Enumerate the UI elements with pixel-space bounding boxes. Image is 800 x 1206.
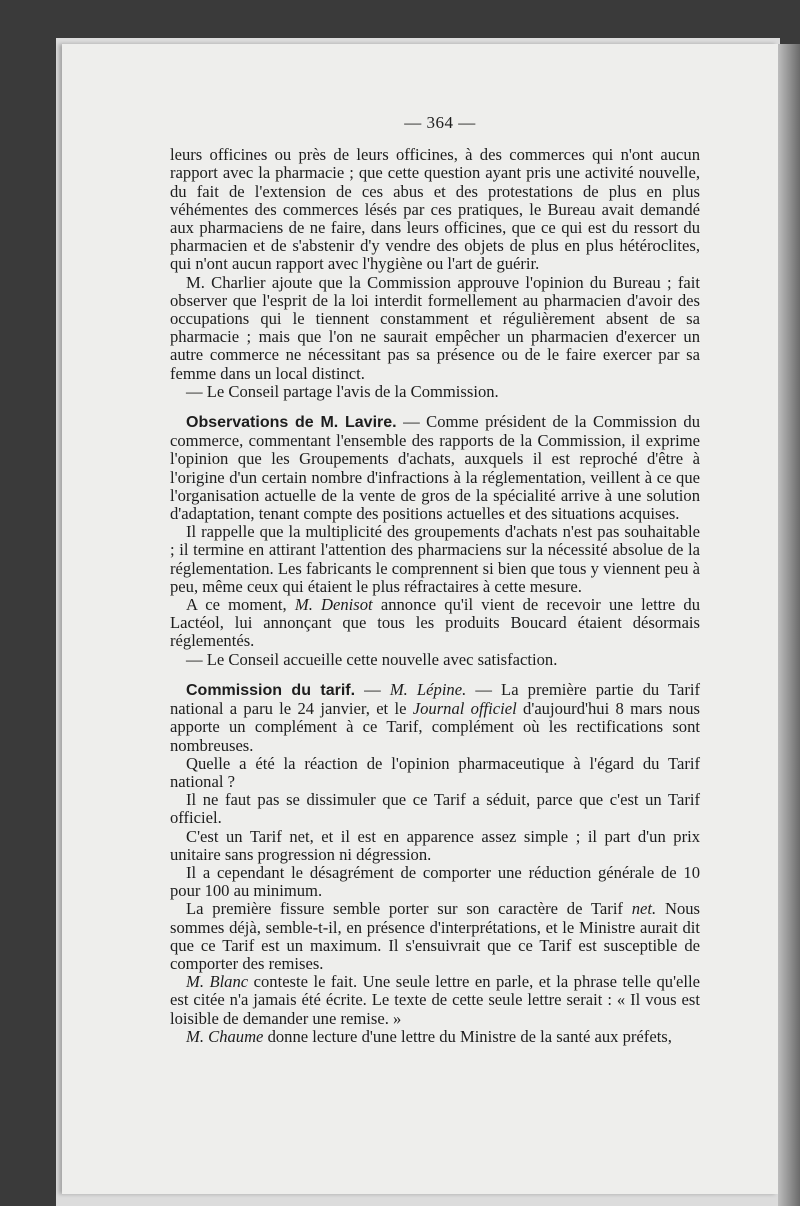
paragraph-1: leurs officines ou près de leurs officines, à des commerces qui n'ont aucun rapport avec la pharmacie ; que cette question ayant pris une activité nouvelle, du fait de l'extension de ces abus et des protestations de plus en plus véhémentes des commerces lésés par ces pratiques, le Bureau avait demandé aux pharmaciens de ne faire, dans leurs officines, que ce qui est du ressort du pharmacien et de s'abstenir d'y vendre des objets de plus en plus hétéroclites, qui n'ont aucun rapport avec l'hygiène ou l'art de guérir. [170,145,700,274]
section-heading-lavire: Observations de M. Lavire. [186,414,397,432]
page-content [170,114,700,1046]
section-heading-tarif: Commission du tarif. [186,681,356,699]
denisot-text-b: annonce qu'il vient de recevoir une lettre du Lactéol, lui annonçant que tous les produits Boucard étaient désormais réglementés. [170,595,701,651]
tarif-text-c: d'aujourd'hui 8 mars nous apporte un complément à ce Tarif, complément où les rectifications sont nombreuses. [170,699,700,755]
paragraph-reduction: Il a cependant le désagrément de comporter une réduction générale de 10 pour 100 au minimum. [170,862,700,901]
paragraph-tarif-net: C'est un Tarif net, et il est en apparence assez simple ; il part d'un prix unitaire sans progression ni dégression. [170,826,700,864]
paragraph-conseil-2: — Le Conseil accueille cette nouvelle avec satisfaction. [186,649,558,669]
page-number: — 364 — [404,113,476,132]
fissure-text-a: La première fissure semble porter sur son caractère de Tarif [186,899,632,919]
chaume-name: M. Chaume [186,1026,264,1046]
blanc-name: M. Blanc [186,972,249,992]
section-commission-tarif [170,681,700,755]
paragraph-seduit: Il ne faut pas se dissimuler que ce Tarif a séduit, parce que c'est un Tarif officiel. [170,790,700,828]
journal-officiel: Journal officiel [412,699,517,719]
tarif-text-b: — La première partie du Tarif national a paru le 24 janvier, et le [170,679,701,719]
paragraph-chaume [170,1028,700,1046]
paragraph-reaction: Quelle a été la réaction de l'opinion pharmaceutique à l'égard du Tarif national ? [170,753,700,791]
fissure-text-b: Nous sommes déjà, semble-t-il, en présence d'interprétations, et le Ministre aurait dit que ce Tarif est un maximum. Il s'ensuivrait que ce Tarif est susceptible de comporter des remises. [170,899,700,973]
lepine-name: M. Lépine. [389,679,467,699]
paragraph-fissure [170,900,700,973]
section-observations-lavire [170,413,700,523]
denisot-name: M. Denisot [294,595,373,615]
paragraph-groupements: Il rappelle que la multiplicité des groupements d'achats n'est pas souhaitable ; il termine en attirant l'attention des pharmaciens sur la nécessité absolue de la réglementation. Les fabricants le comprennent si bien que tous y viennent peu à peu, même ceux qui étaient le plus réfractaires à cette mesure. [170,522,700,596]
paragraph-denisot [170,596,700,651]
next-page-edge [778,44,800,1206]
tarif-dash: — [355,679,390,699]
section-lavire-text: — Comme président de la Commission du commerce, commentant l'ensemble des rapports de la Commission, il exprime l'opinion que les Groupements d'achats, auxquels il est reproché d'être à l'origine d'un certain nombre d'infractions à la réglementation, veillent à ce que l'organisation actuelle de la vente de gros de la spécialité arrive à une solution d'adaptation, tenant compte des positions actuelles et des situations acquises. [170,412,700,524]
net-word: net. [631,899,657,919]
denisot-text-a: A ce moment, [186,595,295,615]
paragraph-conseil-1: — Le Conseil partage l'avis de la Commission. [186,381,499,401]
blanc-text: conteste le fait. Une seule lettre en parle, et la phrase telle qu'elle est citée n'a jamais été écrite. Le texte de cette seule lettre serait : « Il vous est loisible de demander une remise. » [170,972,701,1028]
chaume-text: donne lecture d'une lettre du Ministre de la santé aux préfets, [263,1026,672,1046]
paragraph-charlier: M. Charlier ajoute que la Commission approuve l'opinion du Bureau ; fait observer que l'esprit de la loi interdit formellement au pharmacien d'avoir des occupations qui le tiennent constamment et régulièrement absent de sa pharmacie ; mais que l'on ne saurait empêcher un pharmacien d'exercer un autre commerce ne nécessitant pas sa présence ou de le faire exercer par sa femme dans un local distinct. [170,272,700,383]
paragraph-blanc [170,973,700,1028]
